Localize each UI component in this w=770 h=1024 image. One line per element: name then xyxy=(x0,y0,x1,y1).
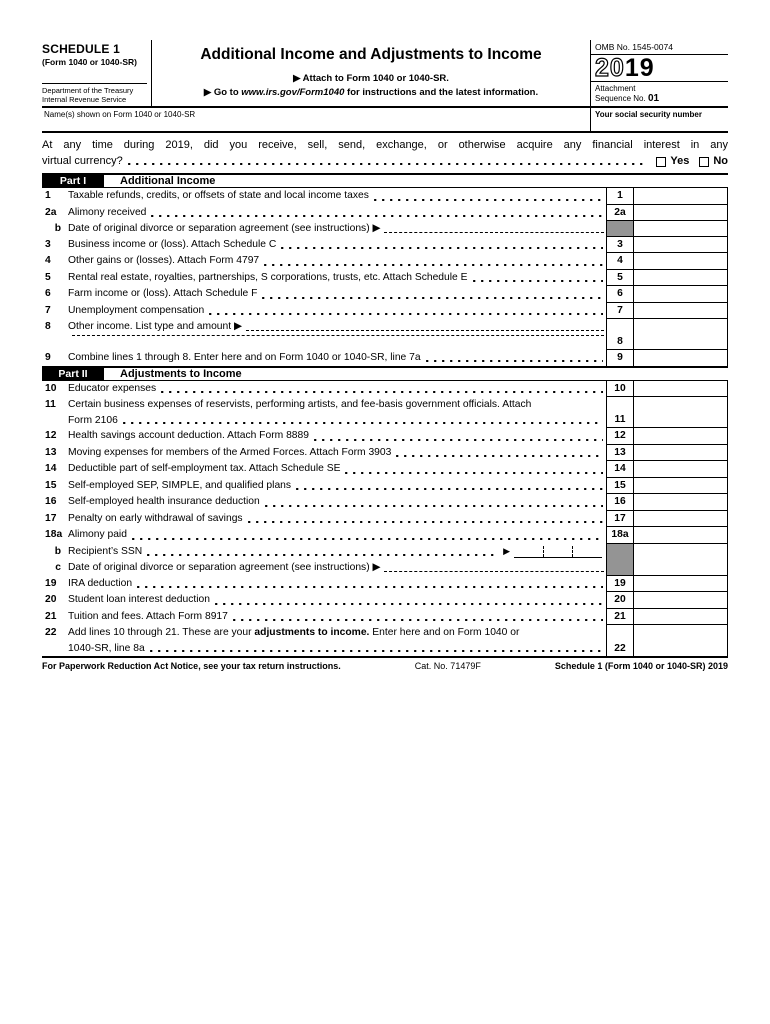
blank-cell xyxy=(634,221,728,237)
form-id-block xyxy=(42,40,152,106)
line-text: Date of original divorce or separation agreement (see instructions) ▶ xyxy=(68,562,381,573)
line-box-number: 2a xyxy=(606,205,634,222)
attach-note: ▶ Attach to Form 1040 or 1040-SR. xyxy=(293,73,449,84)
no-checkbox[interactable] xyxy=(699,157,709,167)
form-line-21 xyxy=(42,609,728,626)
arrow-icon: ▶ xyxy=(503,545,510,556)
amount-field-22[interactable] xyxy=(634,625,728,656)
dot-leader xyxy=(151,215,603,217)
line-number: 17 xyxy=(45,512,57,524)
ssn-label: Your social security number xyxy=(595,110,702,119)
form-line-16 xyxy=(42,494,728,511)
part2-title: Adjustments to Income xyxy=(120,367,242,380)
line-number: 9 xyxy=(45,352,51,363)
line-text: Rental real estate, royalties, partnerships, S corporations, trusts, etc. Attach Schedule E xyxy=(68,271,468,283)
line-text: Add lines 10 through 21. These are your adjustments to income. Enter here and on Form 1040 or xyxy=(68,627,520,638)
dept-line2: Internal Revenue Service xyxy=(42,95,127,104)
amount-field-15[interactable] xyxy=(634,478,728,495)
form-line-18bc xyxy=(42,544,728,576)
line-number: 10 xyxy=(45,382,57,394)
line-text: Alimony paid xyxy=(68,529,127,540)
line-box-number: 14 xyxy=(606,461,634,478)
line-text: Certain business expenses of reservists, performing artists, and fee-basis government officials. Attach xyxy=(68,399,532,410)
amount-field-19[interactable] xyxy=(634,576,728,593)
recipient-ssn-field[interactable] xyxy=(514,546,602,558)
line-box-number: 22 xyxy=(606,625,634,656)
amount-field-2a[interactable] xyxy=(634,205,728,222)
dot-leader xyxy=(281,247,603,249)
line-number: b xyxy=(54,545,61,557)
line-text: IRA deduction xyxy=(68,577,133,589)
dot-leader xyxy=(137,586,603,588)
amount-field-1[interactable] xyxy=(634,188,728,205)
name-label: Name(s) shown on Form 1040 or 1040-SR xyxy=(44,110,196,119)
line-number: c xyxy=(55,562,61,573)
dot-leader xyxy=(296,488,603,490)
form-line-6 xyxy=(42,286,728,303)
form-line-11 xyxy=(42,397,728,428)
line-box-number: 7 xyxy=(606,303,634,320)
line-number: 12 xyxy=(45,430,57,441)
line-box-number: 10 xyxy=(606,381,634,398)
line-number: 6 xyxy=(45,288,51,299)
part1-title: Additional Income xyxy=(120,175,216,187)
line-box-number: 16 xyxy=(606,494,634,511)
sequence-number: 01 xyxy=(647,93,660,104)
form-title-block xyxy=(152,40,590,106)
sequence-label: Sequence No. xyxy=(595,94,646,103)
line-text: Tuition and fees. Attach Form 8917 xyxy=(68,610,228,622)
form-line-12 xyxy=(42,428,728,445)
line-box-number: 12 xyxy=(606,428,634,445)
dot-leader xyxy=(262,297,603,299)
schedule-reference: Schedule 1 (Form 1040 or 1040-SR) 2019 xyxy=(554,661,728,671)
line-text: Combine lines 1 through 8. Enter here and on Form 1040 or 1040-SR, line 7a xyxy=(68,352,421,363)
line-text: Taxable refunds, credits, or offsets of state and local income taxes xyxy=(68,190,369,201)
department-block xyxy=(42,83,147,106)
line-number: 22 xyxy=(45,627,57,638)
amount-field-18a[interactable] xyxy=(634,527,728,544)
form-line-4 xyxy=(42,253,728,270)
form-line-9 xyxy=(42,350,728,366)
part1-label: Part I xyxy=(42,175,104,187)
line-text: Student loan interest deduction xyxy=(68,594,210,605)
line-number-blank xyxy=(42,335,68,340)
form-line-18a xyxy=(42,527,728,544)
form-line-17 xyxy=(42,511,728,528)
line-number: 11 xyxy=(45,399,56,410)
date-write-in-line[interactable] xyxy=(384,571,604,572)
line-box-number: 9 xyxy=(606,350,634,366)
form-footer xyxy=(42,656,728,671)
line-text: Deductible part of self-employment tax. Attach Schedule SE xyxy=(68,463,341,474)
attachment-label: Attachment xyxy=(595,84,636,93)
dot-leader xyxy=(215,603,603,605)
dept-line1: Department of the Treasury xyxy=(42,86,134,95)
line-number: 20 xyxy=(45,594,57,605)
line-number-blank xyxy=(42,641,68,657)
amount-field-6[interactable] xyxy=(634,286,728,303)
line-number: 21 xyxy=(45,610,57,622)
form-line-8 xyxy=(42,319,728,350)
dot-leader xyxy=(264,264,603,266)
dot-leader xyxy=(128,163,644,165)
goto-post: for instructions and the latest information. xyxy=(344,87,539,98)
dot-leader xyxy=(209,313,603,315)
omb-block xyxy=(590,40,728,106)
line-number: 13 xyxy=(45,446,57,458)
form-line-14 xyxy=(42,461,728,478)
line-box-number: 17 xyxy=(606,511,634,528)
line-number: 18a xyxy=(45,529,63,540)
line-text: Date of original divorce or separation agreement (see instructions) ▶ xyxy=(68,223,381,234)
dot-leader xyxy=(123,422,603,424)
line-text: Form 2106 xyxy=(68,414,118,426)
form-line-19 xyxy=(42,576,728,593)
paperwork-notice: For Paperwork Reduction Act Notice, see your tax return instructions. xyxy=(42,661,341,671)
line-box-number: 15 xyxy=(606,478,634,495)
form-line-7 xyxy=(42,303,728,320)
dot-leader xyxy=(314,439,603,441)
line-text: Recipient’s SSN xyxy=(68,545,143,557)
vc-question-line2: virtual currency? xyxy=(42,155,123,167)
amount-field-3[interactable] xyxy=(634,237,728,254)
part2-label: Part II xyxy=(42,368,104,380)
amount-field-17[interactable] xyxy=(634,511,728,528)
dot-leader xyxy=(248,521,603,523)
line-number: 1 xyxy=(45,190,51,201)
line-number: 2a xyxy=(45,206,57,218)
dot-leader xyxy=(233,619,603,621)
goto-url: www.irs.gov/Form1040 xyxy=(241,87,345,98)
amount-field-8[interactable] xyxy=(634,319,728,350)
line-box-number: 8 xyxy=(606,319,634,350)
amount-field-4[interactable] xyxy=(634,253,728,270)
line-number-blank xyxy=(42,413,68,429)
shaded-cell xyxy=(606,544,634,576)
line-number: 15 xyxy=(45,479,57,491)
amount-field-16[interactable] xyxy=(634,494,728,511)
identity-row xyxy=(42,108,728,133)
line-text: Health savings account deduction. Attach Form 8889 xyxy=(68,430,309,441)
amount-field-12[interactable] xyxy=(634,428,728,445)
ssn-field[interactable] xyxy=(590,108,728,131)
line-text: Unemployment compensation xyxy=(68,304,205,316)
form-line-5 xyxy=(42,270,728,287)
omb-number: OMB No. 1545-0074 xyxy=(591,40,728,55)
year-bold: 19 xyxy=(624,54,655,82)
amount-field-5[interactable] xyxy=(634,270,728,287)
amount-field-13[interactable] xyxy=(634,445,728,462)
vc-question-line1: At any time during 2019, did you receive, sell, send, exchange, or otherwise acquire any financial interest in any xyxy=(42,139,728,151)
form-line-1 xyxy=(42,188,728,205)
yes-label: Yes xyxy=(670,155,690,167)
line-text: Business income or (loss). Attach Schedule C xyxy=(68,238,277,250)
amount-field-10[interactable] xyxy=(634,381,728,398)
form-line-15 xyxy=(42,478,728,495)
dot-leader xyxy=(132,538,603,540)
line-number: 14 xyxy=(45,463,57,474)
line-number: 7 xyxy=(45,304,51,316)
line-number: 5 xyxy=(45,271,51,283)
part1-header xyxy=(42,173,728,188)
dot-leader xyxy=(396,455,603,457)
line-box-number: 11 xyxy=(606,397,634,428)
yes-checkbox[interactable] xyxy=(656,157,666,167)
amount-field-20[interactable] xyxy=(634,592,728,609)
line-number: 4 xyxy=(45,255,51,266)
schedule-label: SCHEDULE 1 xyxy=(42,42,121,56)
attachment-block xyxy=(591,82,728,106)
dot-leader xyxy=(147,554,498,556)
line-box-number: 1 xyxy=(606,188,634,205)
line-box-number: 21 xyxy=(606,609,634,626)
line-text: Other income. List type and amount ▶ xyxy=(68,321,242,332)
dot-leader xyxy=(345,472,603,474)
blank-cell xyxy=(634,544,728,576)
form-line-13 xyxy=(42,445,728,462)
dot-leader xyxy=(161,391,603,393)
amount-field-11[interactable] xyxy=(634,397,728,428)
form-ref: (Form 1040 or 1040-SR) xyxy=(42,57,137,67)
line-text: Self-employed health insurance deduction xyxy=(68,496,260,507)
schedule-1-form xyxy=(42,40,728,671)
year-outline: 20 xyxy=(595,54,625,82)
amount-field-9[interactable] xyxy=(634,350,728,366)
line-number: 19 xyxy=(45,577,57,589)
virtual-currency-question xyxy=(42,133,728,173)
line-box-number: 4 xyxy=(606,253,634,270)
line-text: Moving expenses for members of the Armed Forces. Attach Form 3903 xyxy=(68,446,392,458)
form-line-10 xyxy=(42,381,728,398)
line-number: 8 xyxy=(45,321,51,332)
form-line-3 xyxy=(42,237,728,254)
date-write-in-line[interactable] xyxy=(384,232,604,233)
page-title: Additional Income and Adjustments to Income xyxy=(200,46,542,63)
line-box-number: 20 xyxy=(606,592,634,609)
dot-leader xyxy=(374,199,603,201)
shaded-cell xyxy=(606,221,634,237)
goto-note xyxy=(158,87,584,98)
form-header xyxy=(42,40,728,108)
amount-field-21[interactable] xyxy=(634,609,728,626)
line-number: b xyxy=(54,223,61,234)
line-text: Farm income or (loss). Attach Schedule F xyxy=(68,288,258,299)
line-box-number: 5 xyxy=(606,270,634,287)
name-field[interactable] xyxy=(42,108,590,131)
other-income-write-in-line[interactable] xyxy=(72,335,604,336)
line-box-number: 18a xyxy=(606,527,634,544)
line-text: Penalty on early withdrawal of savings xyxy=(68,512,243,524)
goto-pre: ▶ Go to xyxy=(203,87,242,98)
catalog-number: Cat. No. 71479F xyxy=(414,661,481,671)
line-text: 1040-SR, line 8a xyxy=(68,642,145,654)
dot-leader xyxy=(150,650,603,652)
line-number: 16 xyxy=(45,496,57,507)
line-text: Alimony received xyxy=(68,206,147,218)
form-line-20 xyxy=(42,592,728,609)
line-text: Educator expenses xyxy=(68,382,157,394)
no-label: No xyxy=(713,155,728,167)
amount-field-7[interactable] xyxy=(634,303,728,320)
line-box-number: 3 xyxy=(606,237,634,254)
line-box-number: 13 xyxy=(606,445,634,462)
form-year xyxy=(591,55,728,82)
line-text: Other gains or (losses). Attach Form 4797 xyxy=(68,255,260,266)
line-number: 3 xyxy=(45,238,51,250)
dot-leader xyxy=(265,505,603,507)
line-box-number: 19 xyxy=(606,576,634,593)
dot-leader xyxy=(473,280,604,282)
part2-header xyxy=(42,366,728,381)
other-income-write-in-line[interactable] xyxy=(246,330,604,331)
amount-field-14[interactable] xyxy=(634,461,728,478)
dot-leader xyxy=(426,360,603,362)
line-text: Self-employed SEP, SIMPLE, and qualified plans xyxy=(68,479,292,491)
form-line-22 xyxy=(42,625,728,656)
form-line-2a xyxy=(42,205,728,222)
form-line-2b xyxy=(42,221,728,237)
line-box-number: 6 xyxy=(606,286,634,303)
